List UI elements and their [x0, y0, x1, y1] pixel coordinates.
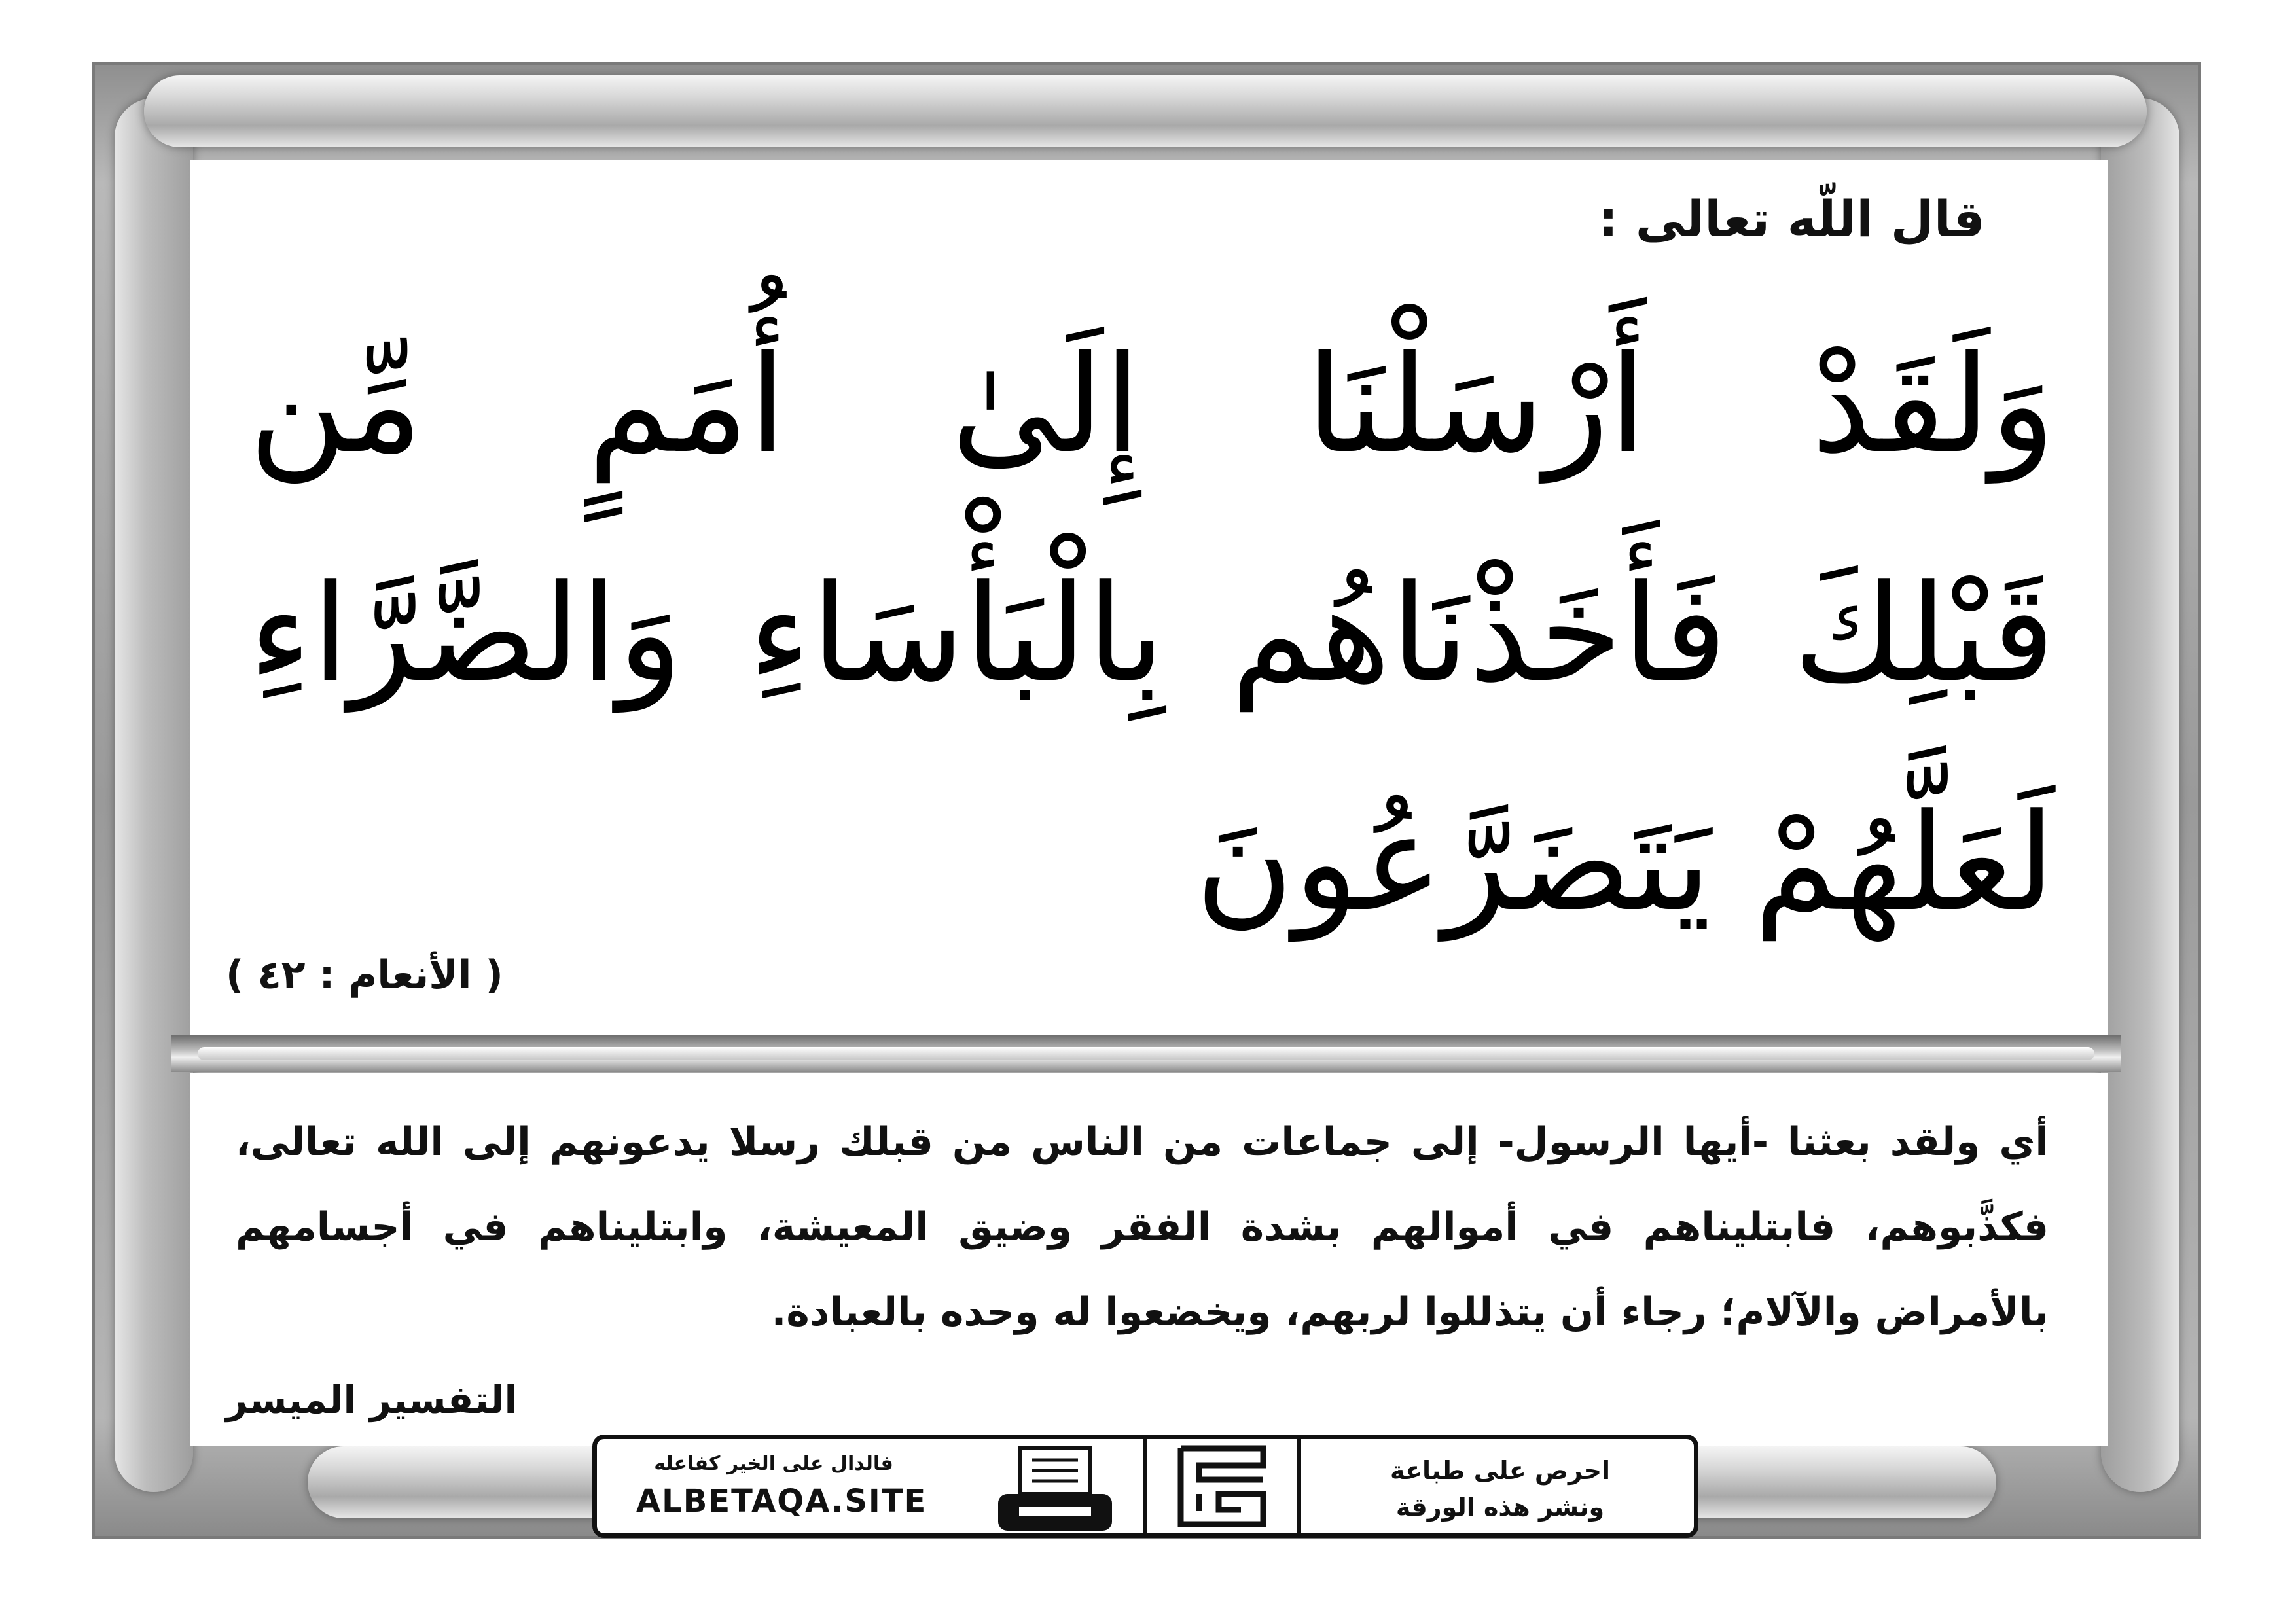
tafsir-source: التفسير الميسر — [226, 1378, 518, 1422]
dawah-logo — [1173, 1439, 1271, 1533]
tafsir-line: أي ولقد بعثنا -أيها الرسول- إلى جماعات من الناس من قبلك رسلا يدعونهم إلى الله تعالى، — [236, 1119, 2049, 1165]
frame-top-rail — [144, 75, 2147, 147]
appeal-line: احرص على طباعة — [1390, 1456, 1611, 1485]
footer-appeal — [1323, 1452, 1677, 1525]
frame-right-rail — [2101, 98, 2179, 1492]
appeal-line: ونشر هذه الورقة — [1395, 1493, 1605, 1522]
panel-divider — [171, 1035, 2121, 1072]
footer-slogan: فالدال على الخير كفاعله — [654, 1452, 893, 1475]
verse-line: قَبْلِكَ فَأَخَذْنَاهُم بِالْبَأْسَاءِ وَالضَّرَّاءِ — [249, 556, 2055, 712]
tafsir-line: بالأمراض والآلام؛ رجاء أن يتذللوا لربهم، ويخضعوا له وحده بالعبادة. — [771, 1289, 2049, 1335]
verse-reference: ( الأنعام : ٤٢ ) — [226, 952, 503, 998]
footer-site-block — [636, 1452, 927, 1520]
footer-banner — [592, 1435, 1698, 1538]
verse-line: لَعَلَّهُمْ يَتَضَرَّعُونَ — [1195, 785, 2055, 941]
footer-divider — [1143, 1439, 1147, 1533]
footer-divider — [1297, 1439, 1301, 1533]
verse-intro: قال اللّه تعالى : — [1598, 190, 1985, 248]
printer-icon — [993, 1444, 1117, 1536]
frame-left-rail — [115, 98, 193, 1492]
site-link[interactable]: ALBETAQA.SITE — [636, 1483, 927, 1520]
verse-line: وَلَقَدْ أَرْسَلْنَا إِلَىٰ أُمَمٍ مِّن — [249, 327, 2055, 483]
tafsir-line: فكذَّبوهم، فابتليناهم في أموالهم بشدة الفقر وضيق المعيشة، وابتليناهم في أجسامهم — [236, 1204, 2049, 1250]
